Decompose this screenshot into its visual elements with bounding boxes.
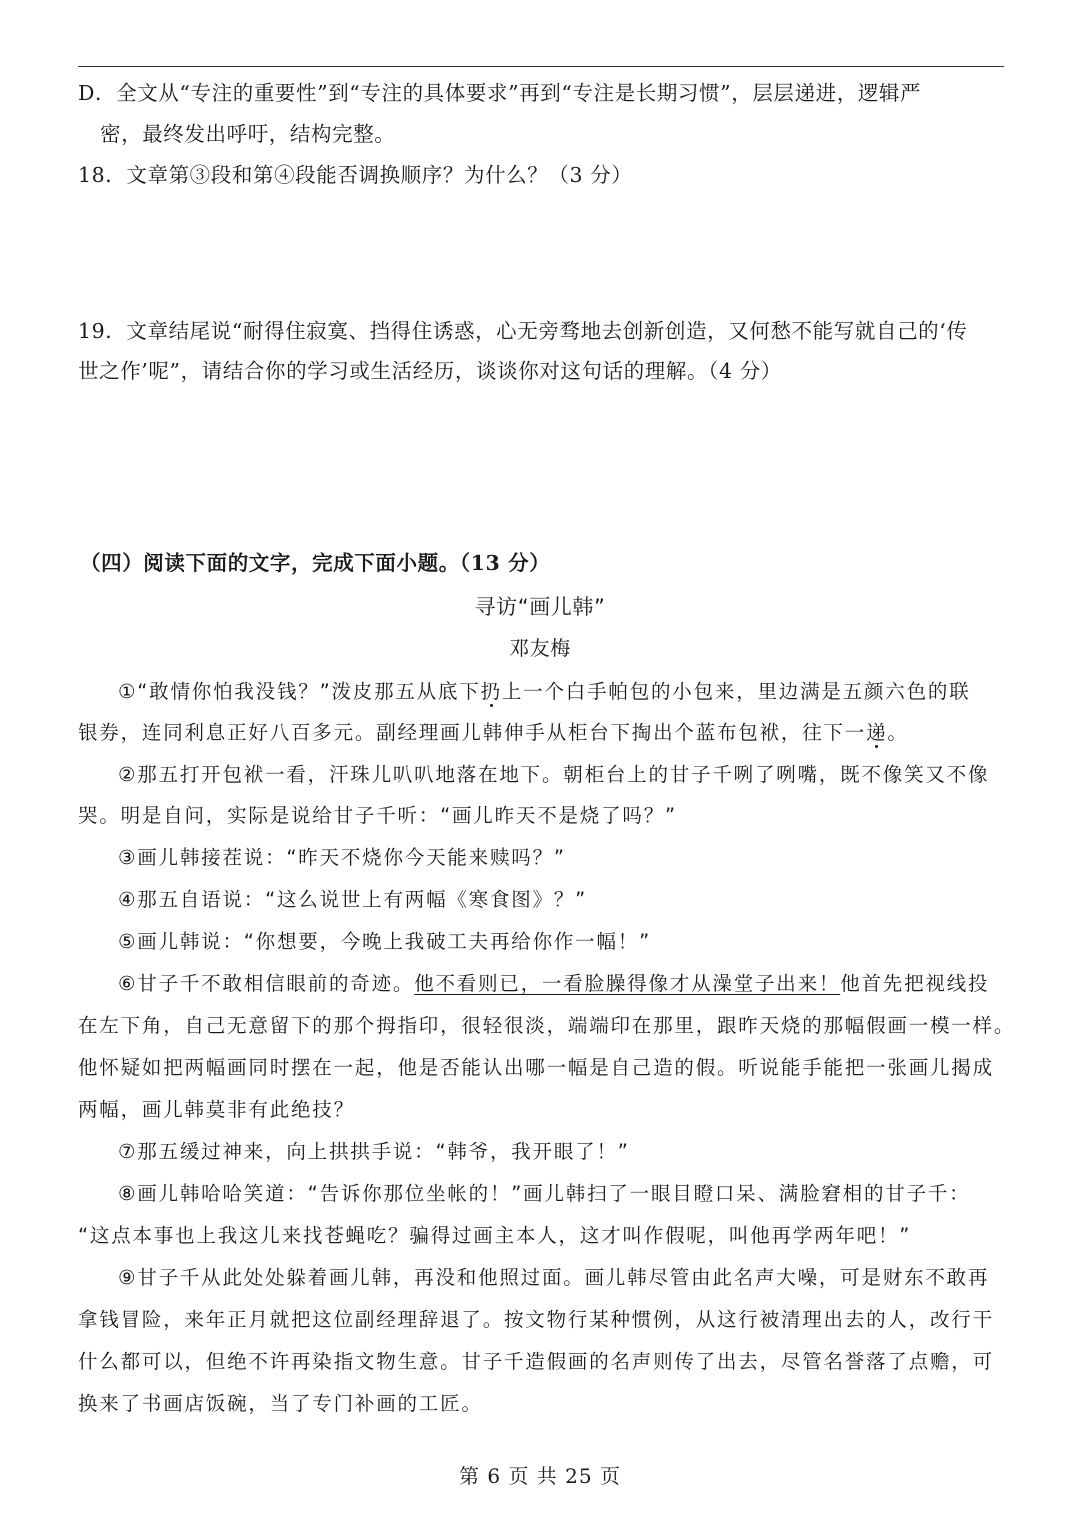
paragraph-5: ⑤画儿韩说：“你想要，今晚上我破工夫再给你作一幅！” <box>118 930 651 953</box>
emphasis-dot-character: 扔 <box>480 680 502 703</box>
paragraph-9-line-1: ⑨甘子千从此处处躲着画儿韩，再没和他照过面。画儿韩尽管由此名声大噪，可是财东不敢再 <box>118 1266 990 1289</box>
paragraph-8-line-1: ⑧画儿韩哈哈笑道：“告诉你那位坐帐的！”画儿韩扫了一眼目瞪口呆、满脸窘相的甘子千： <box>118 1182 971 1205</box>
paragraph-1-line-1-text-a: ①“敢情你怕我没钱？”泼皮那五从底下 <box>118 680 481 703</box>
emphasis-dot-character: 递 <box>866 721 888 744</box>
underlined-sentence: 他不看则已，一看脸臊得像才从澡堂子出来！ <box>414 972 841 995</box>
paragraph-7: ⑦那五缓过神来，向上拱拱手说：“韩爷，我开眼了！” <box>118 1140 630 1163</box>
paragraph-2-line-2: 哭。明是自问，实际是说给甘子千听：“画儿昨天不是烧了吗？” <box>78 804 677 827</box>
paragraph-1-line-2-text-a: 银券，连同利息正好八百多元。副经理画儿韩伸手从柜台下掏出个蓝布包袱，往下一 <box>78 721 867 744</box>
paragraph-6-line-1-text-b: 他首先把视线投 <box>840 972 990 995</box>
passage-author: 邓友梅 <box>509 636 571 660</box>
paragraph-6-line-3: 他怀疑如把两幅画同时摆在一起，他是否能认出哪一幅是自己造的假。听说能手能把一张画儿揭成 <box>78 1056 994 1079</box>
paragraph-4: ④那五自语说：“这么说世上有两幅《寒食图》？” <box>118 888 588 911</box>
paragraph-1-line-1 <box>118 678 1048 706</box>
section-heading: （四）阅读下面的文字，完成下面小题。（13 分） <box>80 551 551 575</box>
paragraph-1-line-2-text-b: 。 <box>887 721 909 744</box>
header-rule <box>78 66 1004 67</box>
paragraph-2-line-1: ②那五打开包袱一看，汗珠儿叭叭地落在地下。朝柜台上的甘子千咧了咧嘴，既不像笑又不像 <box>118 763 990 786</box>
paragraph-1-line-2 <box>78 719 1008 747</box>
paragraph-6-line-4: 两幅，画儿韩莫非有此绝技？ <box>78 1098 355 1121</box>
paragraph-6-line-1-text-a: ⑥甘子千不敢相信眼前的奇迹。 <box>118 972 415 995</box>
question-19-line-2: 世之作’呢”，请结合你的学习或生活经历，谈谈你对这句话的理解。（4 分） <box>78 359 782 383</box>
option-d-line-1: D．全文从“专注的重要性”到“专注的具体要求”再到“专注是长期习惯”，层层递进，逻辑严 <box>78 81 922 105</box>
option-d-line-2: 密，最终发出呼吁，结构完整。 <box>100 122 396 146</box>
paragraph-1-line-1-text-b: 上一个白手帕包的小包来，里边满是五颜六色的联 <box>501 680 971 703</box>
question-19-line-1: 19．文章结尾说“耐得住寂寞、挡得住诱惑，心无旁骛地去创新创造，又何愁不能写就自己的‘传 <box>78 319 968 343</box>
paragraph-9-line-2: 拿钱冒险，来年正月就把这位副经理辞退了。按文物行某种惯例，从这行被清理出去的人，改行干 <box>78 1308 994 1331</box>
paragraph-9-line-4: 换来了书画店饭碗，当了专门补画的工匠。 <box>78 1392 483 1415</box>
passage-title: 寻访“画儿韩” <box>474 595 606 619</box>
paragraph-6-line-1 <box>118 970 1048 998</box>
paragraph-9-line-3: 什么都可以，但绝不许再染指文物生意。甘子千造假画的名声则传了出去，尽管名誉落了点赡，可 <box>78 1350 994 1373</box>
page-number-footer: 第 6 页 共 25 页 <box>459 1464 621 1488</box>
paragraph-6-line-2: 在左下角，自己无意留下的那个拇指印，很轻很淡，端端印在那里，跟昨天烧的那幅假画一模一样。 <box>78 1014 1016 1037</box>
paragraph-8-line-2: “这点本事也上我这儿来找苍蝇吃？骗得过画主本人，这才叫作假呢，叫他再学两年吧！” <box>78 1224 912 1247</box>
question-18: 18．文章第③段和第④段能否调换顺序？为什么？（3 分） <box>78 163 633 187</box>
paragraph-3: ③画儿韩接茬说：“昨天不烧你今天能来赎吗？” <box>118 846 566 869</box>
